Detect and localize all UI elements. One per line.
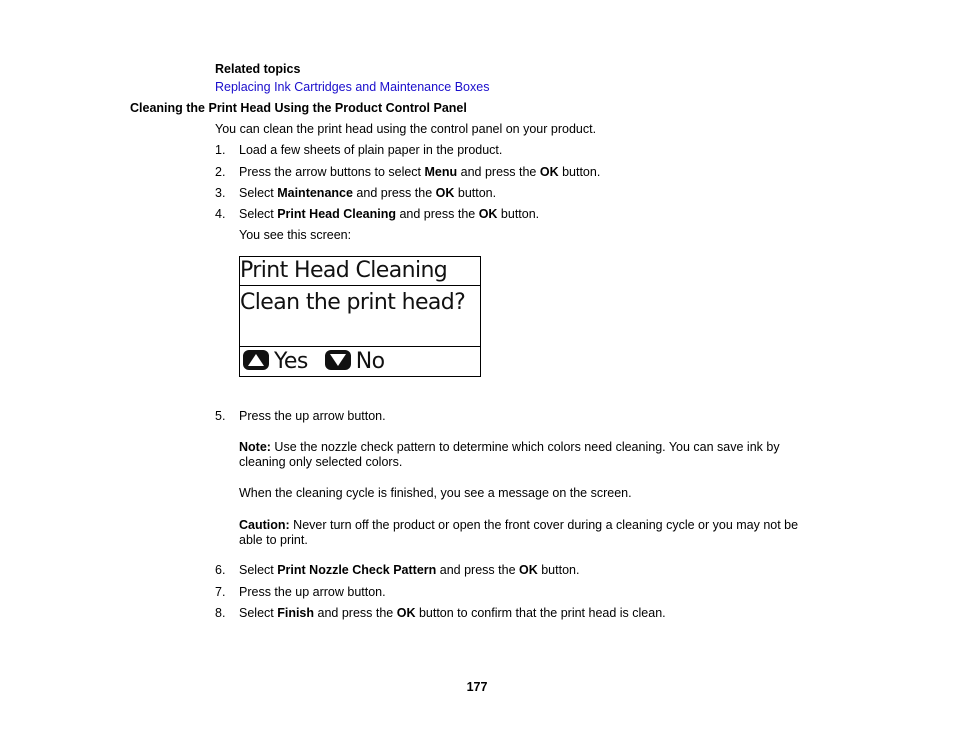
lcd-title-line: Print Head Cleaning (240, 257, 480, 286)
section-intro: You can clean the print head using the control panel on your product. (215, 122, 597, 136)
step-text: Press the arrow buttons to select Menu and press the OK button. (239, 165, 601, 179)
lcd-yes-label: Yes (274, 349, 308, 374)
step-number: 6. (215, 563, 226, 577)
page-number: 177 (466, 680, 488, 694)
related-topics-heading: Related topics (215, 62, 301, 76)
note-paragraph (239, 440, 814, 470)
lcd-screen-figure (239, 256, 481, 377)
step-number: 2. (215, 165, 226, 179)
step-text: Select Print Head Cleaning and press the OK button. (239, 207, 540, 221)
lcd-no-label: No (355, 349, 385, 374)
section-title: Cleaning the Print Head Using the Product Control Panel (130, 101, 467, 115)
cleaning-finished-text: When the cleaning cycle is finished, you see a message on the screen. (239, 486, 632, 500)
step-text: Select Maintenance and press the OK button. (239, 186, 497, 200)
note-label: Note: (239, 440, 271, 454)
step-number: 3. (215, 186, 226, 200)
step-text: Select Print Nozzle Check Pattern and press the OK button. (239, 563, 580, 577)
step-4-subtext: You see this screen: (239, 228, 352, 242)
replacing-ink-cartridges-link[interactable]: Replacing Ink Cartridges and Maintenance Boxes (215, 80, 490, 94)
step-text: Press the up arrow button. (239, 409, 386, 423)
down-arrow-icon (325, 350, 351, 370)
lcd-question-line: Clean the print head? (240, 290, 466, 315)
step-text: Press the up arrow button. (239, 585, 386, 599)
step-number: 5. (215, 409, 226, 423)
step-number: 8. (215, 606, 226, 620)
step-number: 7. (215, 585, 226, 599)
step-number: 4. (215, 207, 226, 221)
step-number: 1. (215, 143, 226, 157)
caution-text: Never turn off the product or open the front cover during a cleaning cycle or you may not be able to print. (239, 518, 799, 547)
caution-paragraph (239, 518, 814, 548)
lcd-options-line (240, 346, 480, 377)
note-text: Use the nozzle check pattern to determine which colors need cleaning. You can save ink by cleaning only selected colors. (239, 440, 780, 469)
step-text: Load a few sheets of plain paper in the product. (239, 143, 503, 157)
caution-label: Caution: (239, 518, 290, 532)
step-text: Select Finish and press the OK button to confirm that the print head is clean. (239, 606, 666, 620)
up-arrow-icon (243, 350, 269, 370)
